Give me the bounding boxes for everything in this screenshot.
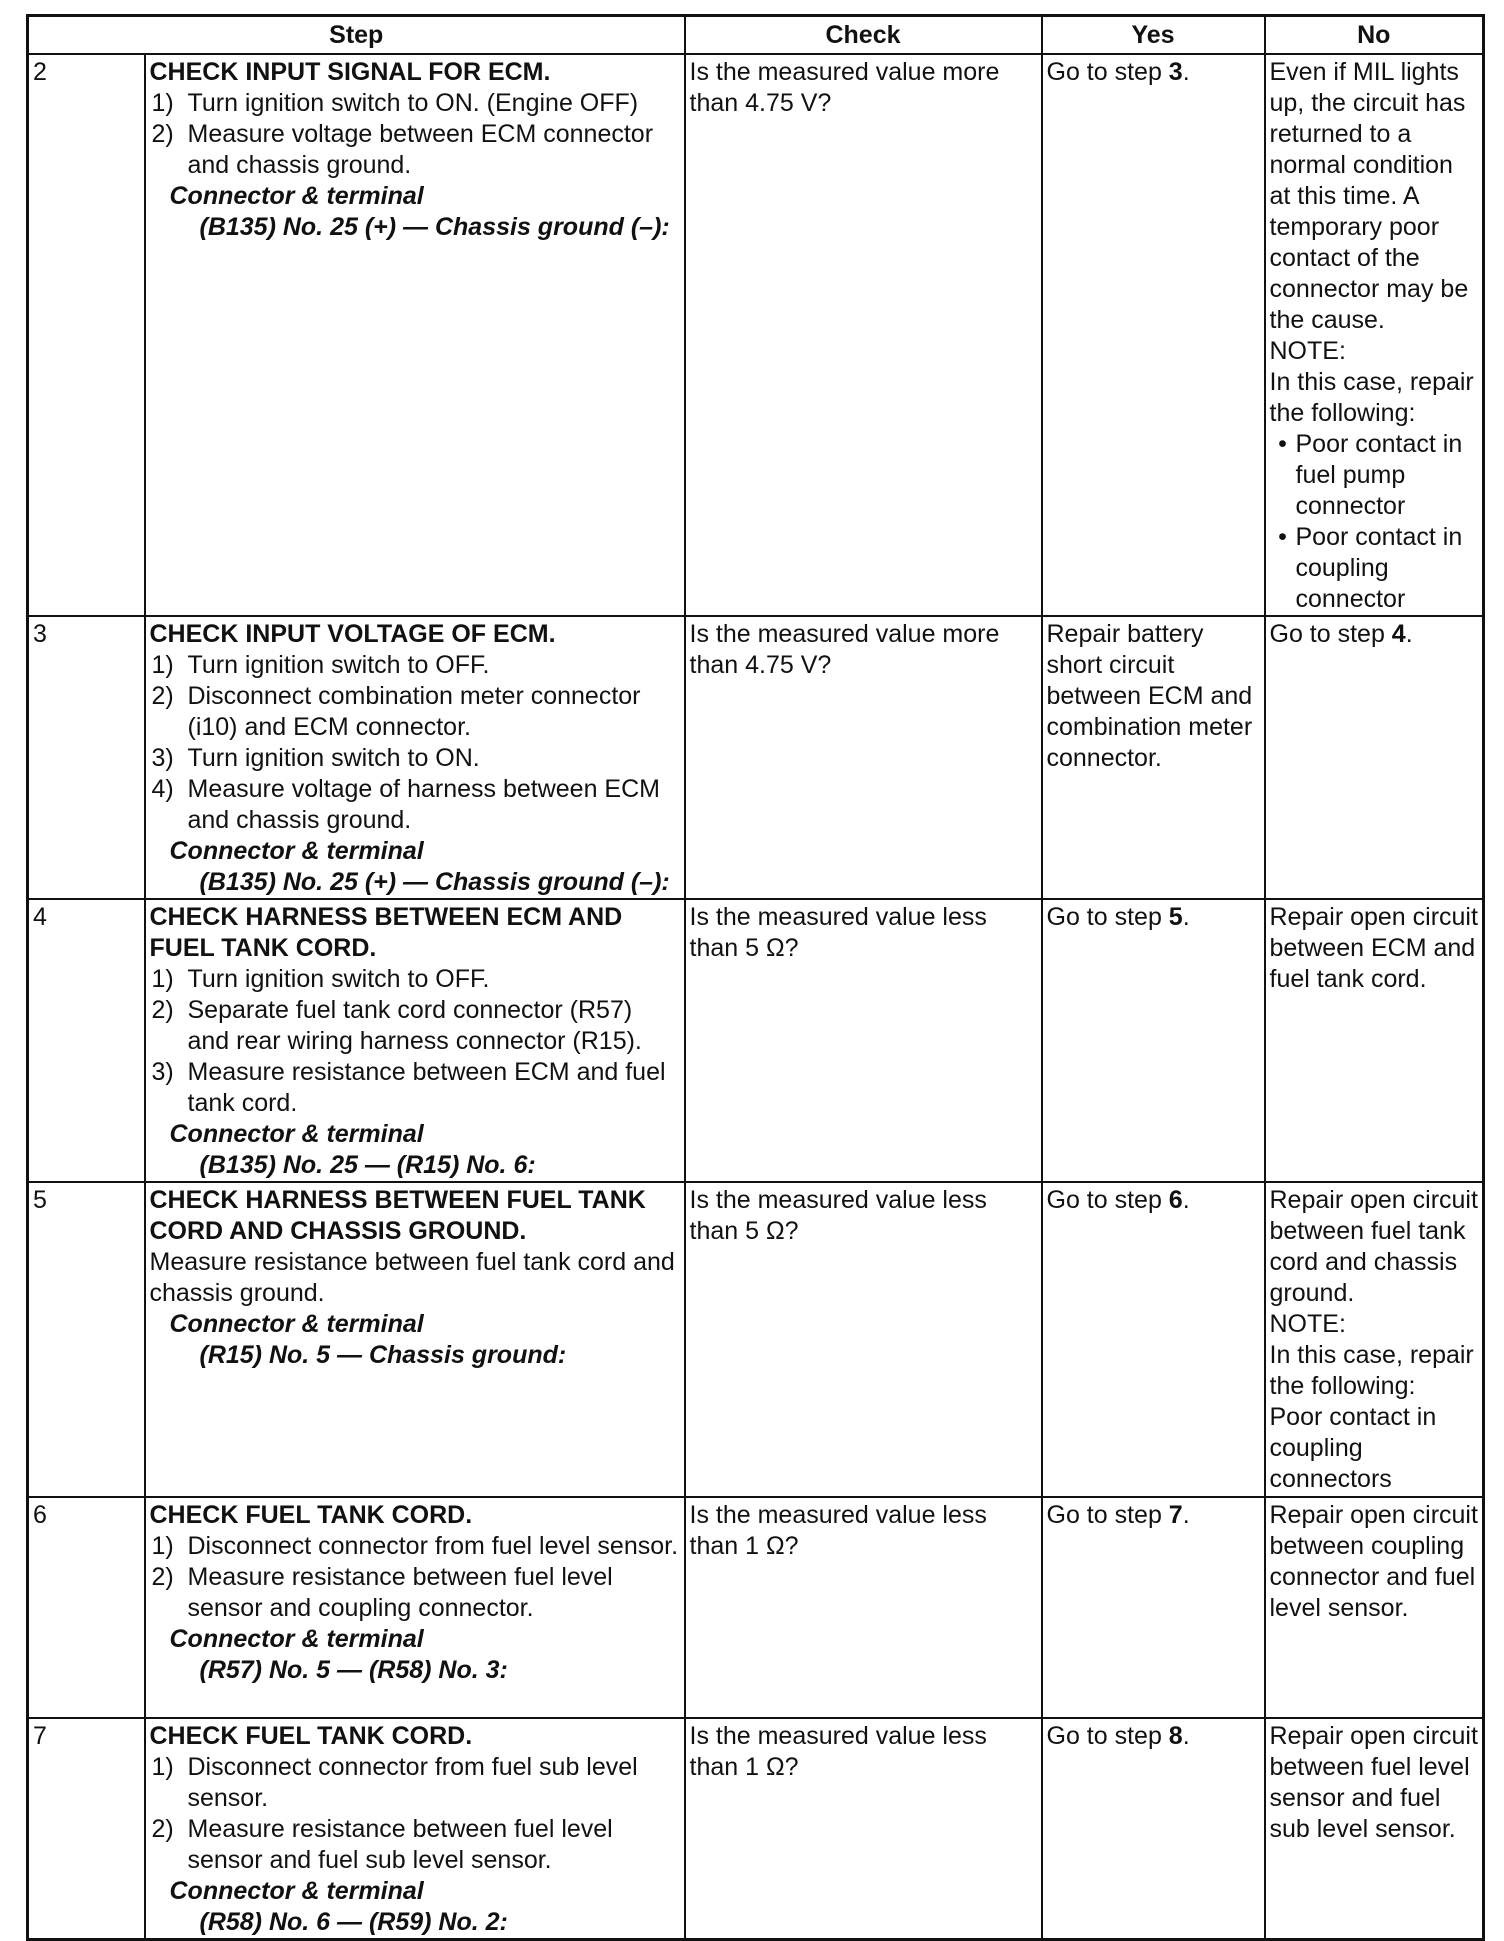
list-item: 2) Disconnect combination meter connector (i10) and ECM connector. xyxy=(151,682,641,741)
connector-terminal-value: (B135) No. 25 — (R15) No. 6: xyxy=(199,1151,536,1179)
step-title: CHECK FUEL TANK CORD. xyxy=(149,1722,473,1750)
list-item: 3) Measure resistance between ECM and fuel tank cord. xyxy=(151,1058,666,1117)
list-item: 2) Measure resistance between fuel level sensor and coupling connector. xyxy=(151,1563,613,1622)
table-row xyxy=(28,1182,1484,1497)
yes-cell: Repair battery short circuit between ECM and combination meter connector. xyxy=(1042,616,1265,899)
step-cell xyxy=(145,1182,685,1497)
no-cell xyxy=(1265,54,1484,616)
check-cell: Is the measured value less than 1 Ω? xyxy=(685,1718,1042,1940)
note-item: Poor contact in coupling connectors xyxy=(1269,1403,1437,1493)
table-row xyxy=(28,899,1484,1182)
step-list xyxy=(150,1752,680,1876)
step-number: 4 xyxy=(28,899,145,1182)
no-cell: Repair open circuit between fuel level sensor and fuel sub level sensor. xyxy=(1265,1718,1484,1940)
step-cell xyxy=(145,899,685,1182)
step-cell xyxy=(145,1497,685,1718)
yes-cell: Go to step 3. xyxy=(1042,54,1265,616)
list-item: 2) Separate fuel tank cord connector (R57) and rear wiring harness connector (R15). xyxy=(151,996,642,1055)
step-number: 2 xyxy=(28,54,145,616)
step-cell xyxy=(145,1718,685,1940)
no-text: Even if MIL lights up, the circuit has returned to a normal condition at this time. A temporary poor contact of the connector may be the cause. xyxy=(1269,58,1469,334)
connector-terminal-label: Connector & terminal xyxy=(169,182,424,210)
list-item: 1) Turn ignition switch to ON. (Engine OFF) xyxy=(151,89,639,117)
list-item: 3) Turn ignition switch to ON. xyxy=(151,744,480,772)
no-cell xyxy=(1265,1182,1484,1497)
check-cell: Is the measured value less than 1 Ω? xyxy=(685,1497,1042,1718)
step-number: 6 xyxy=(28,1497,145,1718)
step-number: 3 xyxy=(28,616,145,899)
list-item: 4) Measure voltage of harness between ECM and chassis ground. xyxy=(151,775,660,834)
table-row xyxy=(28,1497,1484,1718)
list-item: 1) Turn ignition switch to OFF. xyxy=(151,651,490,679)
list-item: 2) Measure resistance between fuel level sensor and fuel sub level sensor. xyxy=(151,1815,613,1874)
list-item: 1) Turn ignition switch to OFF. xyxy=(151,965,490,993)
step-list xyxy=(150,1531,680,1624)
note-text: In this case, repair the following: xyxy=(1269,368,1474,427)
connector-terminal-label: Connector & terminal xyxy=(169,1625,424,1653)
check-cell: Is the measured value more than 4.75 V? xyxy=(685,616,1042,899)
yes-cell: Go to step 7. xyxy=(1042,1497,1265,1718)
header-step: Step xyxy=(28,16,685,55)
bullet-item: • Poor contact in coupling connector xyxy=(1278,523,1463,613)
connector-terminal-value: (R15) No. 5 — Chassis ground: xyxy=(199,1341,567,1369)
no-cell: Go to step 4. xyxy=(1265,616,1484,899)
step-title: CHECK INPUT SIGNAL FOR ECM. xyxy=(149,58,551,86)
check-cell: Is the measured value less than 5 Ω? xyxy=(685,899,1042,1182)
step-instruction: Measure resistance between fuel tank cord and chassis ground. xyxy=(149,1248,675,1307)
yes-cell: Go to step 6. xyxy=(1042,1182,1265,1497)
yes-cell: Go to step 5. xyxy=(1042,899,1265,1182)
step-cell xyxy=(145,616,685,899)
check-cell: Is the measured value less than 5 Ω? xyxy=(685,1182,1042,1497)
no-cell: Repair open circuit between ECM and fuel tank cord. xyxy=(1265,899,1484,1182)
header-check: Check xyxy=(685,16,1042,55)
yes-cell: Go to step 8. xyxy=(1042,1718,1265,1940)
list-item: 1) Disconnect connector from fuel level sensor. xyxy=(151,1532,679,1560)
bullet-item: • Poor contact in fuel pump connector xyxy=(1278,430,1463,520)
step-title: CHECK INPUT VOLTAGE OF ECM. xyxy=(149,620,556,648)
step-title: CHECK HARNESS BETWEEN ECM AND FUEL TANK CORD. xyxy=(149,903,623,962)
header-no: No xyxy=(1265,16,1484,55)
list-item: 2) Measure voltage between ECM connector and chassis ground. xyxy=(151,120,654,179)
table-row xyxy=(28,54,1484,616)
step-list xyxy=(150,650,680,836)
connector-terminal-value: (B135) No. 25 (+) — Chassis ground (–): xyxy=(199,868,670,896)
table-row xyxy=(28,616,1484,899)
step-number: 7 xyxy=(28,1718,145,1940)
connector-terminal-label: Connector & terminal xyxy=(169,1877,424,1905)
connector-terminal-label: Connector & terminal xyxy=(169,1120,424,1148)
connector-terminal-label: Connector & terminal xyxy=(169,837,424,865)
connector-terminal-value: (R57) No. 5 — (R58) No. 3: xyxy=(199,1656,508,1684)
step-title: CHECK HARNESS BETWEEN FUEL TANK CORD AND CHASSIS GROUND. xyxy=(149,1186,646,1245)
list-item: 1) Disconnect connector from fuel sub level sensor. xyxy=(151,1753,638,1812)
check-cell: Is the measured value more than 4.75 V? xyxy=(685,54,1042,616)
step-list xyxy=(150,88,680,181)
connector-terminal-label: Connector & terminal xyxy=(169,1310,424,1338)
table-header-row xyxy=(28,16,1484,55)
table-row xyxy=(28,1718,1484,1940)
connector-terminal-value: (B135) No. 25 (+) — Chassis ground (–): xyxy=(199,213,670,241)
step-list xyxy=(150,964,680,1119)
step-cell xyxy=(145,54,685,616)
diagnostic-procedure-table xyxy=(26,14,1485,1941)
connector-terminal-value: (R58) No. 6 — (R59) No. 2: xyxy=(199,1908,508,1936)
no-cell: Repair open circuit between coupling connector and fuel level sensor. xyxy=(1265,1497,1484,1718)
no-text: Repair open circuit between fuel tank cord and chassis ground. xyxy=(1269,1186,1478,1307)
step-title: CHECK FUEL TANK CORD. xyxy=(149,1501,473,1529)
note-label: NOTE: xyxy=(1269,337,1346,365)
step-number: 5 xyxy=(28,1182,145,1497)
note-label: NOTE: xyxy=(1269,1310,1346,1338)
header-yes: Yes xyxy=(1042,16,1265,55)
note-text: In this case, repair the following: xyxy=(1269,1341,1474,1400)
